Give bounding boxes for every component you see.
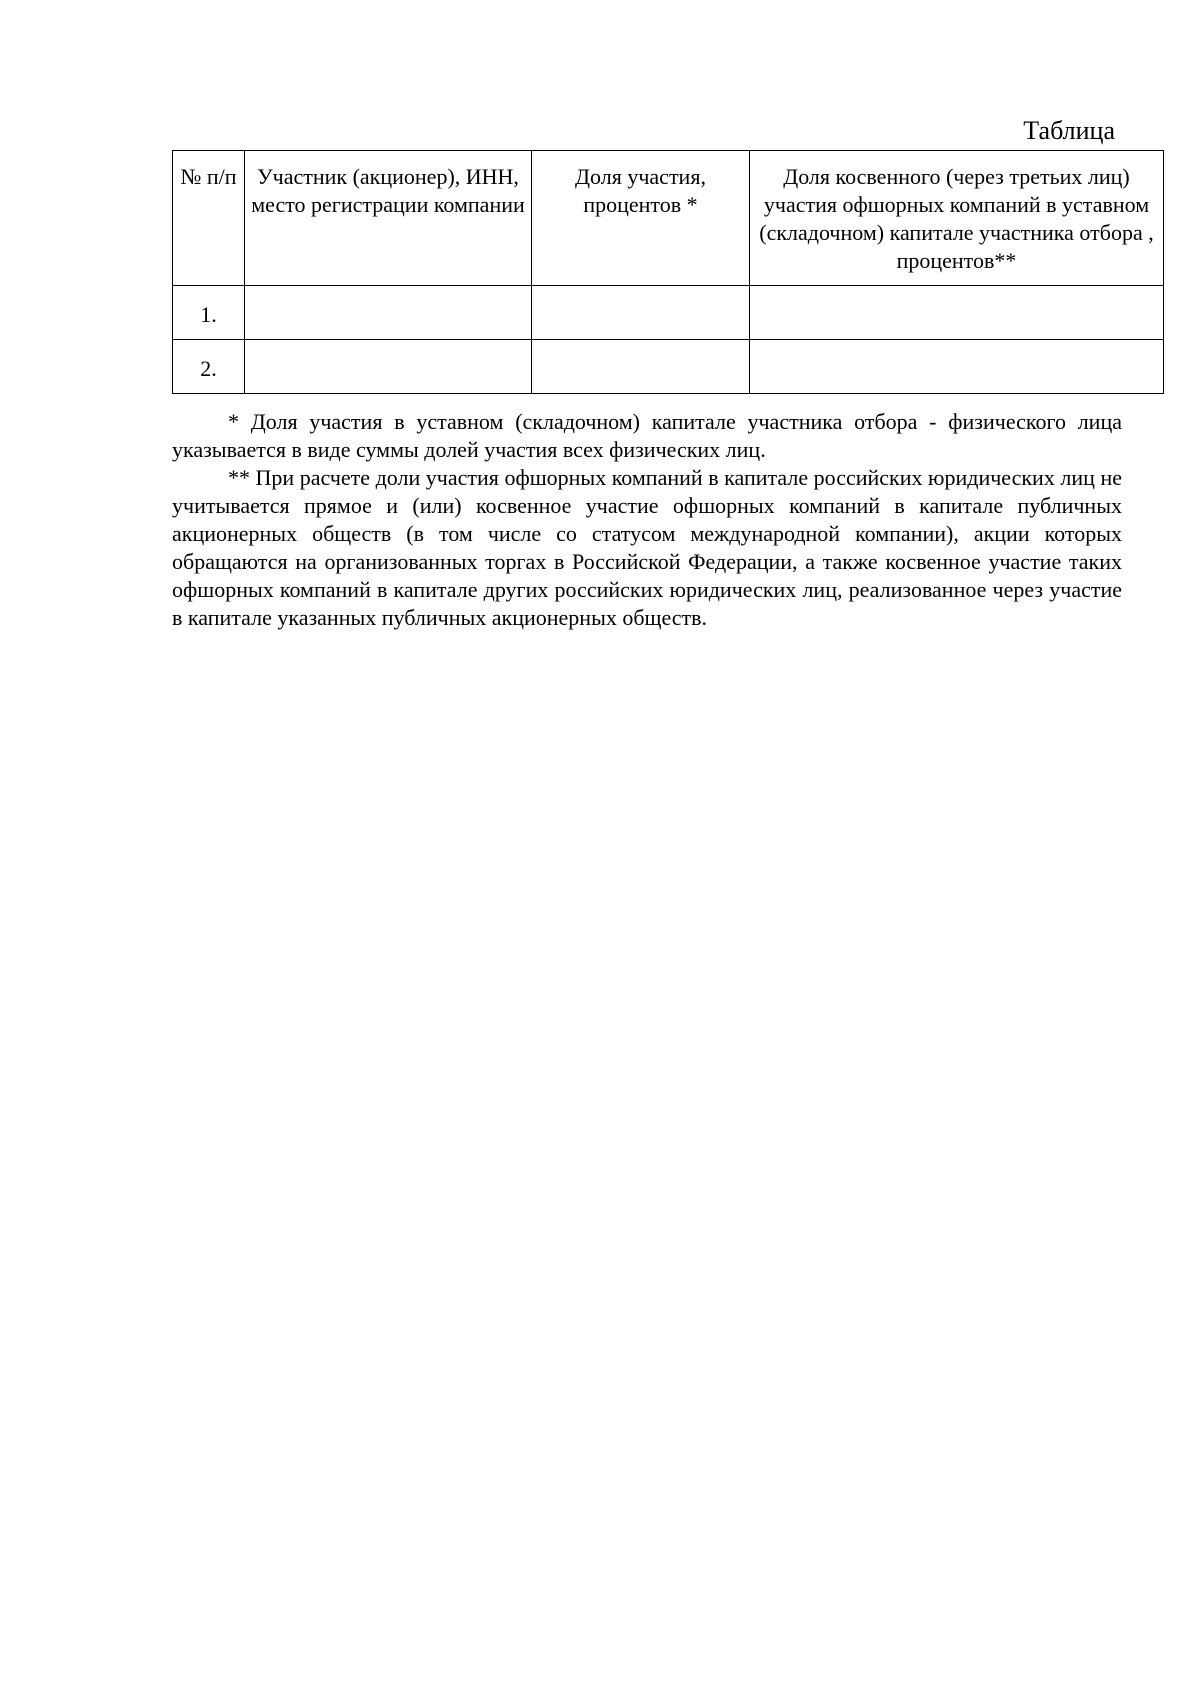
share-cell [532, 286, 750, 340]
share-cell [532, 340, 750, 394]
header-share: Доля участия, процентов * [532, 151, 750, 286]
footnote-2: ** При расчете доли участия офшорных компаний в капитале российских юридических лиц не учитывается прямое и (или) косвенное участие офшорных компаний в капитале публичных акционерных обществ (в том числе со статусом международной компании), акции которых обращаются на организованных торгах в Российской Федерации, а также косвенное участие таких офшорных компаний в капитале других российских юридических лиц, реализованное через участие в капитале указанных публичных акционерных обществ. [172, 465, 1122, 630]
table-caption: Таблица [1023, 116, 1115, 145]
header-number: № п/п [173, 151, 245, 286]
footnotes [172, 408, 1122, 632]
row-number-cell: 1. [173, 286, 245, 340]
table-row [173, 286, 1164, 340]
table-header-row [173, 151, 1164, 286]
indirect-share-cell [750, 286, 1164, 340]
table-row [173, 340, 1164, 394]
participants-table [172, 150, 1164, 394]
participant-cell [245, 340, 532, 394]
row-number-cell: 2. [173, 340, 245, 394]
indirect-share-cell [750, 340, 1164, 394]
header-participant: Участник (акционер), ИНН, место регистрации компании [245, 151, 532, 286]
participant-cell [245, 286, 532, 340]
footnote-1: * Доля участия в уставном (складочном) капитале участника отбора - физического лица указывается в виде суммы долей участия всех физических лиц. [172, 409, 1122, 462]
header-indirect-share: Доля косвенного (через третьих лиц) участия офшорных компаний в уставном (складочном) капитале участника отбора , процентов** [750, 151, 1164, 286]
